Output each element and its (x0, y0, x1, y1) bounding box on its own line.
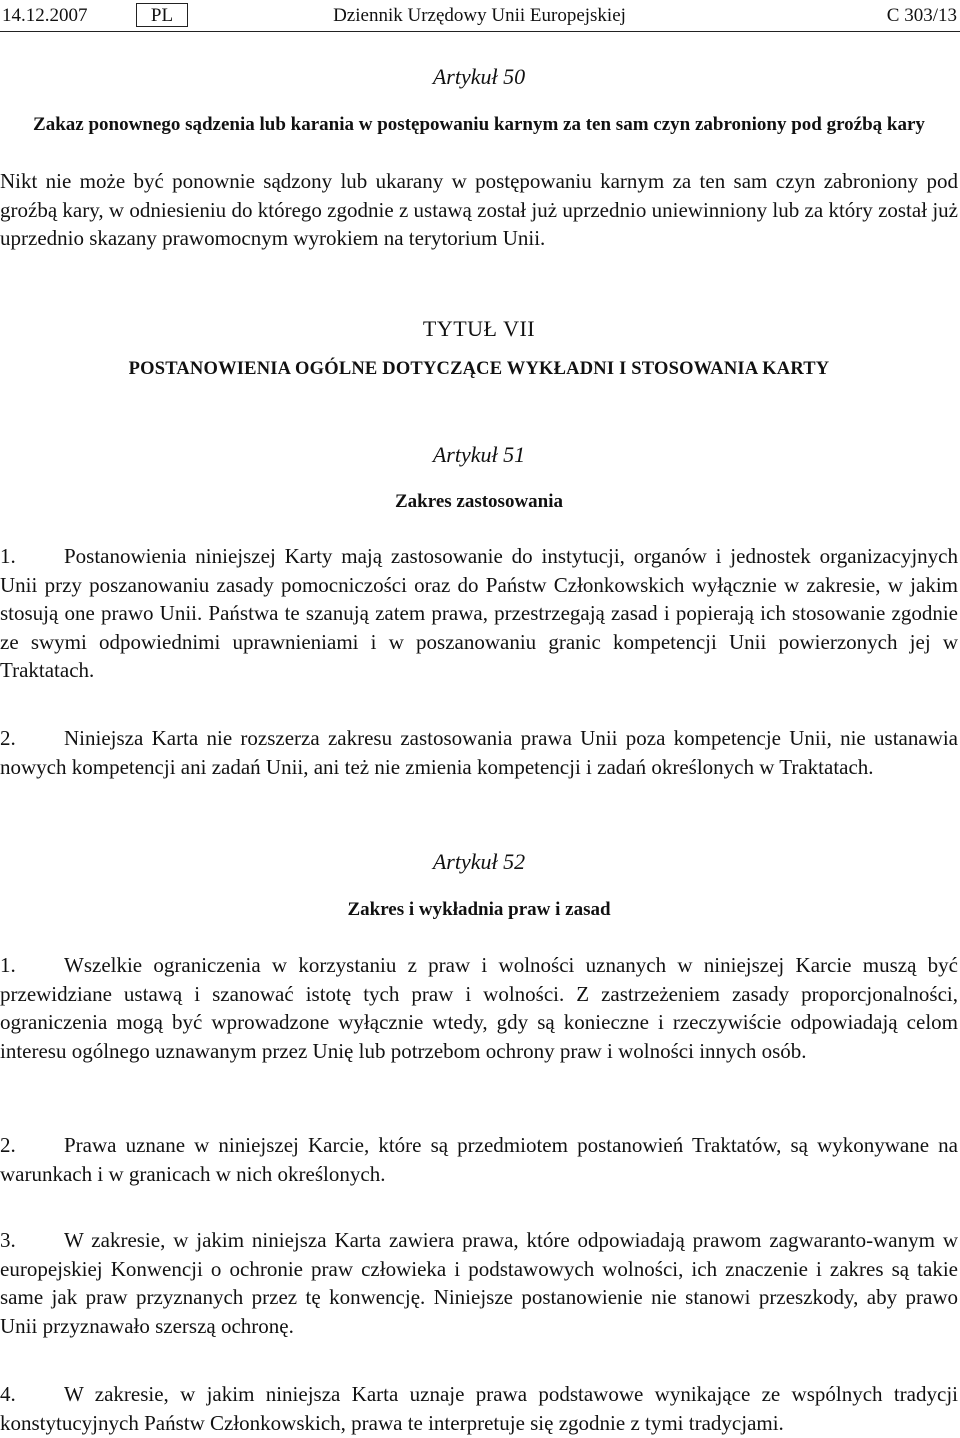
paragraph-text: Postanowienia niniejszej Karty mają zastosowanie do instytucji, organów i jednostek organizacyjnych Unii przy poszanowaniu zasady pomocniczości oraz do Państw Członkowskich wyłącznie w zakresie, w jakim stosują one prawo Unii. Państwa te szanują zatem prawa, przestrzegają zasad i popierają ich stosowanie zgodnie ze swymi odpowiednimi uprawnieniami i w poszanowaniu granic kompetencji Unii powierzonych jej w Traktatach. (0, 544, 958, 682)
paragraph-text: W zakresie, w jakim niniejsza Karta zawiera prawa, które odpowiadają prawom zagwaranto-wanym w europejskiej Konwencji o ochronie praw człowieka i podstawowych wolności, ich znaczenie i zakres są takie same jak praw przyznanych przez tę konwencję. Niniejsze postanowienie nie stanowi przeszkody, aby prawo Unii przyznawało szerszą ochronę. (0, 1228, 958, 1338)
article-52-title: Zakres i wykładnia praw i zasad (347, 899, 611, 920)
article-50-title: Zakaz ponownego sądzenia lub karania w postępowaniu karnym za ten sam czyn zabroniony pod groźbą kary (33, 114, 925, 135)
article-51-title: Zakres zastosowania (394, 491, 564, 512)
article-50-number: Artykuł 50 (432, 64, 526, 89)
title-vii-subtitle: POSTANOWIENIA OGÓLNE DOTYCZĄCE WYKŁADNI I STOSOWANIA KARTY (128, 359, 830, 379)
journal-name: Dziennik Urzędowy Unii Europejskiej (333, 5, 626, 26)
paragraph-number: 2. (0, 726, 16, 750)
article-50-text: Nikt nie może być ponownie sądzony lub ukarany w postępowaniu karnym za ten sam czyn zabroniony pod groźbą kary, w odniesieniu do którego zgodnie z ustawą został już uprzednio uniewinniony lub za który został już uprzednio skazany prawomocnym wyrokiem na terytorium Unii. (0, 169, 958, 250)
page-header (2, 3, 957, 29)
language-badge: PL (136, 3, 188, 27)
paragraph-number: 3. (0, 1228, 16, 1252)
article-52-paragraph-4 (0, 1380, 958, 1437)
title-vii-label: TYTUŁ VII (422, 316, 536, 341)
paragraph-number: 1. (0, 544, 16, 568)
article-51-number: Artykuł 51 (432, 442, 526, 467)
article-52-paragraph-3 (0, 1226, 958, 1340)
article-52-paragraph-1 (0, 951, 958, 1065)
paragraph-text: Prawa uznane w niniejszej Karcie, które są przedmiotem postanowień Traktatów, są wykonywane na warunkach i w granicach w nich określonych. (0, 1133, 958, 1186)
paragraph-text: W zakresie, w jakim niniejsza Karta uznaje prawa podstawowe wynikające ze wspólnych tradycji konstytucyjnych Państw Członkowskich, prawa te interpretuje się zgodnie z tymi tradycjami. (0, 1382, 958, 1435)
page-reference: C 303/13 (886, 5, 957, 26)
header-divider (0, 31, 960, 32)
article-51-paragraph-1 (0, 542, 958, 685)
paragraph-text: Wszelkie ograniczenia w korzystaniu z praw i wolności uznanych w niniejszej Karcie muszą być przewidziane ustawą i szanować istotę tych praw i wolności. Z zastrzeżeniem zasady proporcjonalności, ograniczenia mogą być wprowadzone wyłącznie wtedy, gdy są konieczne i rzeczywiście odpowiadają celom interesu ogólnego uznawanym przez Unię lub potrzebom ochrony praw i wolności innych osób. (0, 953, 958, 1063)
article-51-paragraph-2 (0, 724, 958, 781)
paragraph-number: 4. (0, 1382, 16, 1406)
article-52-number: Artykuł 52 (432, 849, 526, 874)
paragraph-number: 1. (0, 953, 16, 977)
publication-date: 14.12.2007 (2, 5, 88, 26)
article-52-paragraph-2 (0, 1131, 958, 1188)
paragraph-number: 2. (0, 1133, 16, 1157)
paragraph-text: Niniejsza Karta nie rozszerza zakresu zastosowania prawa Unii poza kompetencje Unii, nie ustanawia nowych kompetencji ani zadań Unii, ani też nie zmienia kompetencji i zadań określonych w Traktatach. (0, 726, 958, 779)
